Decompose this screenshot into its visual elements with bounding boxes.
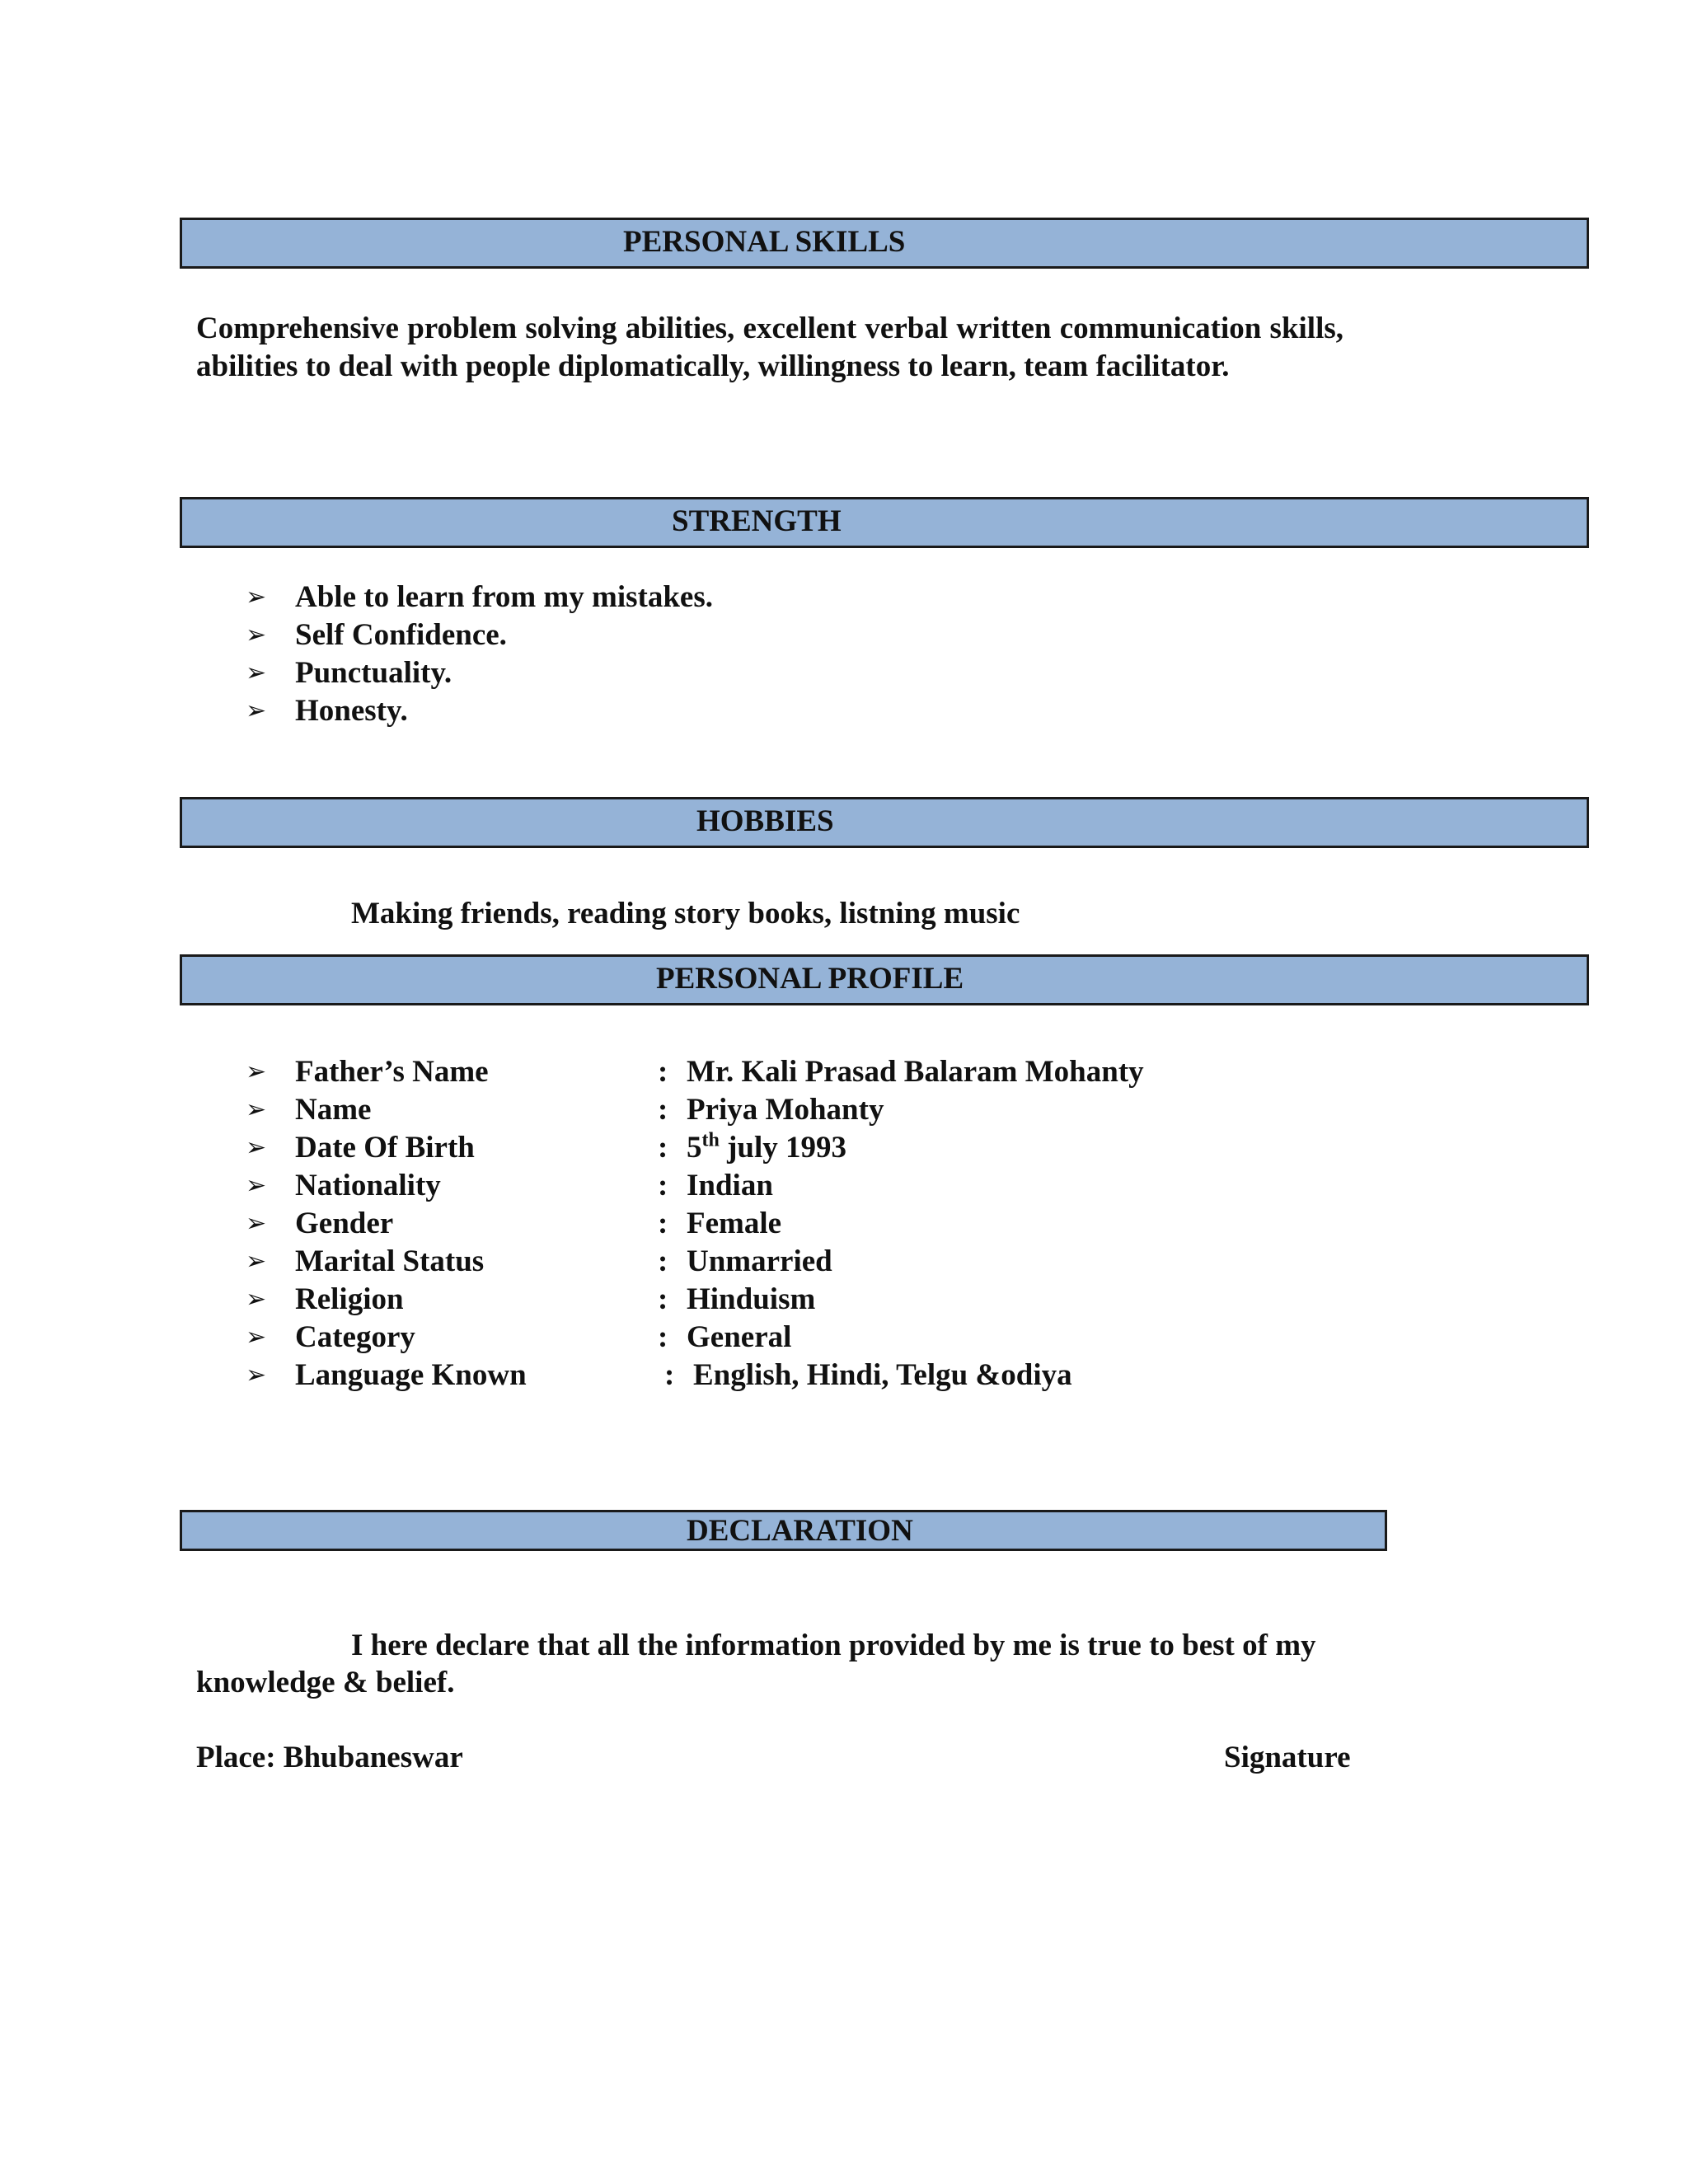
signature-text: Signature: [1224, 1741, 1351, 1774]
hobbies-text: Making friends, reading story books, listning music: [351, 897, 1020, 930]
arrowhead-bullet-icon: ➢: [246, 1285, 267, 1314]
personal-skills-line-2: abilities to deal with people diplomatically, willingness to learn, team facilitator.: [196, 349, 1230, 383]
hobbies-heading: HOBBIES: [696, 804, 834, 838]
arrowhead-bullet-icon: ➢: [246, 658, 267, 687]
strength-header: [180, 497, 1589, 548]
declaration-line-2: knowledge & belief.: [196, 1666, 455, 1699]
personal-skills-heading: PERSONAL SKILLS: [623, 225, 906, 259]
declaration-header: [180, 1510, 1387, 1551]
declaration-line-1: I here declare that all the information provided by me is true to best of my: [351, 1629, 1316, 1662]
arrowhead-bullet-icon: ➢: [246, 1247, 267, 1276]
arrowhead-bullet-icon: ➢: [246, 696, 267, 725]
arrowhead-bullet-icon: ➢: [246, 1323, 267, 1352]
personal-profile-heading: PERSONAL PROFILE: [656, 962, 964, 996]
arrowhead-bullet-icon: ➢: [246, 621, 267, 649]
hobbies-header: [180, 797, 1589, 848]
personal-profile-header: [180, 954, 1589, 1005]
place-text: Place: Bhubaneswar: [196, 1741, 463, 1774]
arrowhead-bullet-icon: ➢: [246, 1095, 267, 1124]
arrowhead-bullet-icon: ➢: [246, 1209, 267, 1238]
arrowhead-bullet-icon: ➢: [246, 1171, 267, 1200]
personal-skills-header: [180, 218, 1589, 269]
strength-heading: STRENGTH: [672, 504, 842, 538]
declaration-heading: DECLARATION: [687, 1514, 913, 1548]
arrowhead-bullet-icon: ➢: [246, 1133, 267, 1162]
personal-skills-line-1: Comprehensive problem solving abilities, excellent verbal written communication skills,: [196, 312, 1344, 345]
arrowhead-bullet-icon: ➢: [246, 1057, 267, 1086]
arrowhead-bullet-icon: ➢: [246, 583, 267, 612]
date-of-birth-value: 5th july 1993: [687, 1129, 847, 1165]
arrowhead-bullet-icon: ➢: [246, 1361, 267, 1390]
